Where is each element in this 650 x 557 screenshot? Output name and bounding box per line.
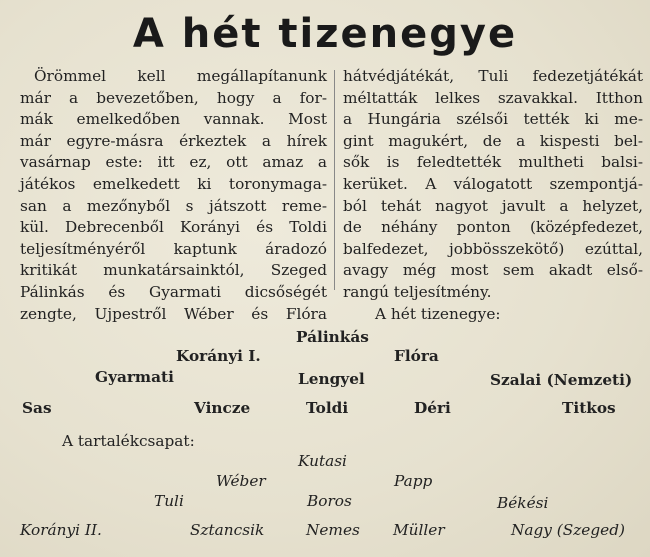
text-line: san a mezőnyből s játszott reme- bbox=[20, 196, 327, 215]
text-line: méltatták lelkes szavakkal. Itthon bbox=[343, 88, 643, 107]
reserve-back-left: Wéber bbox=[216, 472, 266, 490]
text-line: már egyre-másra érkeztek a hírek bbox=[20, 131, 327, 150]
first-forward-4: Déri bbox=[414, 399, 451, 417]
text-line: kül. Debrecenből Korányi és Toldi bbox=[20, 218, 327, 237]
text-line: rangú teljesítmény. bbox=[343, 282, 492, 301]
reserve-forward-1: Korányi II. bbox=[20, 521, 102, 539]
left-column bbox=[20, 66, 327, 325]
text-line: ból tehát nagyot javult a helyzet, bbox=[343, 196, 643, 215]
text-line: sők is feledtették multheti balsi- bbox=[343, 153, 643, 172]
first-back-right: Flóra bbox=[394, 347, 439, 365]
reserve-back-right: Papp bbox=[394, 472, 433, 490]
lineup-heading: A hét tizenegye: bbox=[375, 304, 501, 323]
text-line: Pálinkás és Gyarmati dicsőségét bbox=[20, 282, 327, 301]
text-line: kerüket. A válogatott szempontjá- bbox=[343, 174, 643, 193]
reserve-half-left: Tuli bbox=[154, 492, 184, 510]
reserve-forward-5: Nagy (Szeged) bbox=[511, 521, 625, 539]
text-line: avagy még most sem akadt első- bbox=[343, 261, 643, 280]
column-divider bbox=[334, 70, 335, 290]
text-line: a Hungária szélsői tették ki me- bbox=[343, 110, 643, 129]
reserve-heading: A tartalékcsapat: bbox=[62, 432, 195, 450]
text-line: teljesítményéről kaptunk áradozó bbox=[20, 239, 327, 258]
first-forward-5: Titkos bbox=[562, 399, 616, 417]
first-forward-3: Toldi bbox=[306, 399, 349, 417]
first-forward-2: Vincze bbox=[194, 399, 251, 417]
first-forward-1: Sas bbox=[22, 399, 52, 417]
text-line: gint magukért, de a kispesti bel- bbox=[343, 131, 643, 150]
reserve-half-center: Boros bbox=[307, 492, 352, 510]
first-half-center: Lengyel bbox=[298, 370, 365, 388]
text-line: mák emelkedőben vannak. Most bbox=[20, 110, 327, 129]
first-half-right: Szalai (Nemzeti) bbox=[490, 371, 633, 389]
reserve-forward-4: Müller bbox=[393, 521, 445, 539]
first-half-left: Gyarmati bbox=[95, 368, 174, 386]
text-line: zengte, Ujpestről Wéber és Flóra bbox=[20, 304, 327, 323]
text-line: Örömmel kell megállapítanunk bbox=[34, 67, 327, 85]
text-line: hátvédjátékát, Tuli fedezetjátékát bbox=[343, 67, 643, 85]
reserve-goalkeeper: Kutasi bbox=[298, 452, 347, 470]
right-column bbox=[343, 66, 643, 325]
text-line: játékos emelkedett ki toronymaga- bbox=[20, 174, 327, 193]
first-goalkeeper: Pálinkás bbox=[296, 328, 369, 346]
text-line: kritikát munkatársainktól, Szeged bbox=[20, 261, 327, 280]
article-title: A hét tizenegye bbox=[132, 11, 518, 57]
text-line: balfedezet, jobbösszekötő) ezúttal, bbox=[343, 239, 643, 258]
text-line: vasárnap este: itt ez, ott amaz a bbox=[20, 153, 327, 172]
reserve-half-right: Békési bbox=[497, 494, 549, 512]
text-line: már a bevezetőben, hogy a for- bbox=[20, 88, 327, 107]
reserve-forward-3: Nemes bbox=[306, 521, 360, 539]
text-line: de néhány ponton (középfedezet, bbox=[343, 218, 643, 237]
first-back-left: Korányi I. bbox=[176, 347, 261, 365]
reserve-forward-2: Sztancsik bbox=[190, 521, 265, 539]
